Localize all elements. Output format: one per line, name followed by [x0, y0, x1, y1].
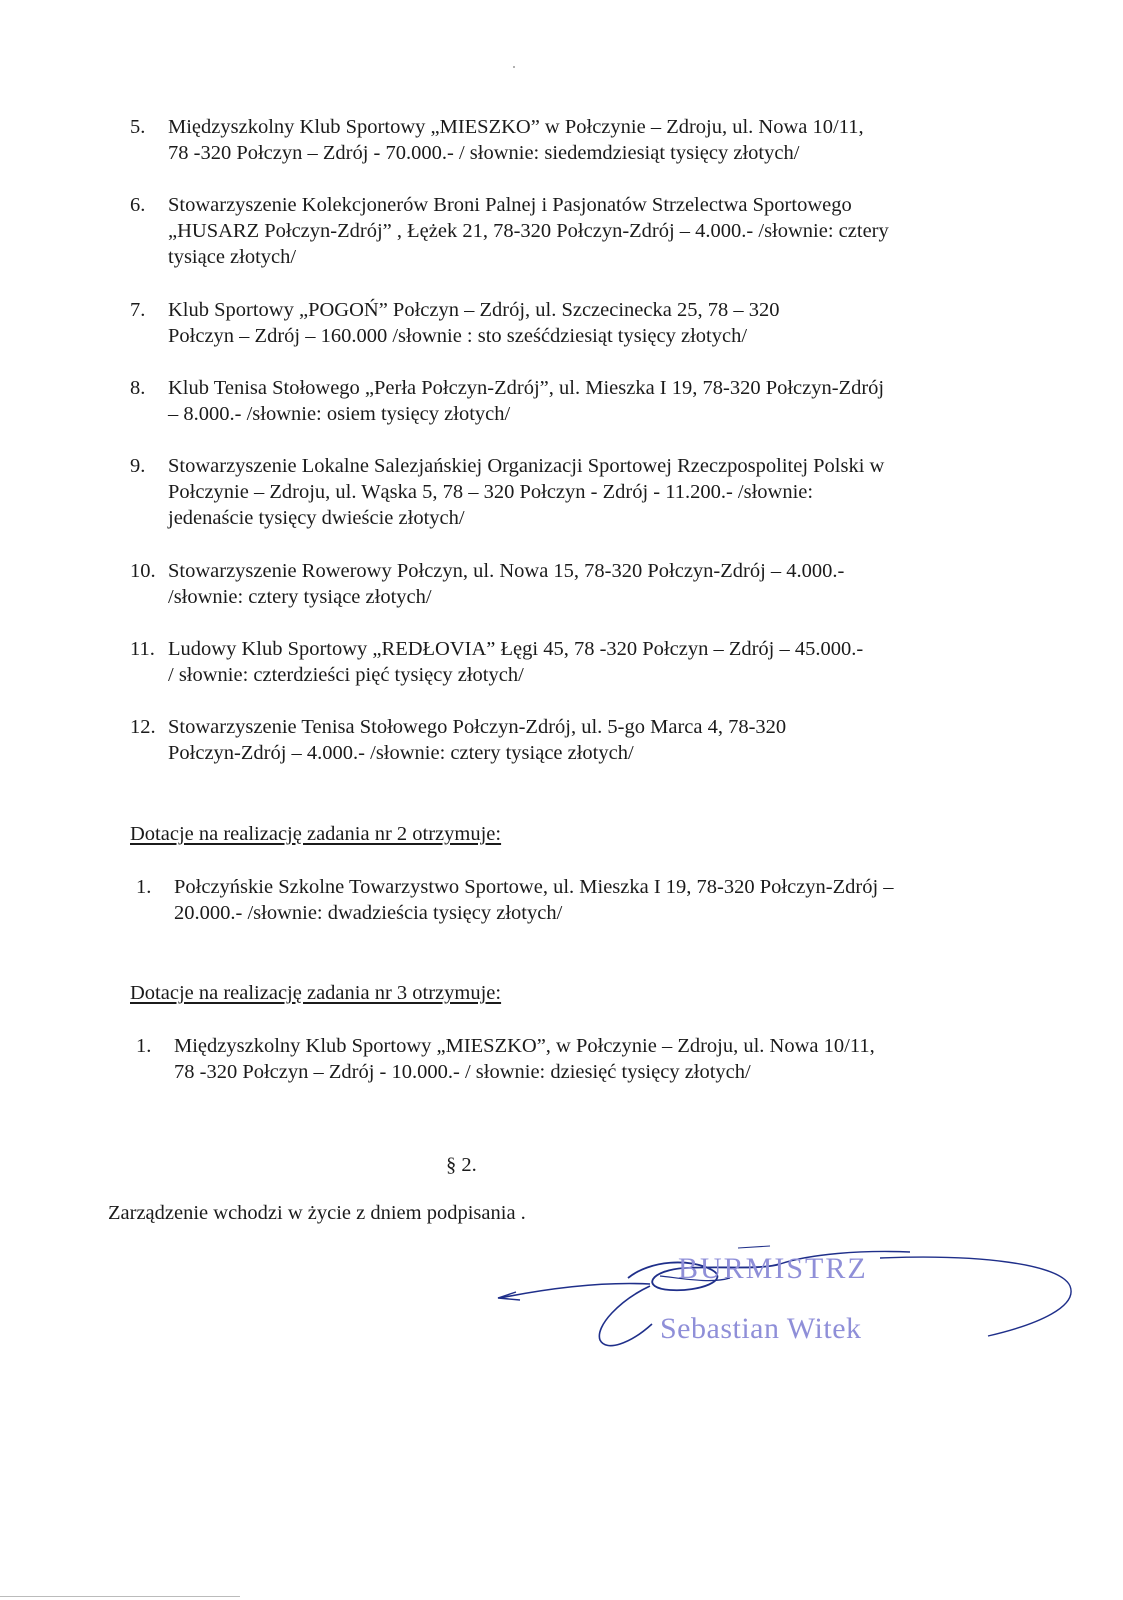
item-line: tysiące złotych/ [168, 246, 297, 268]
item-line: 78 -320 Połczyn – Zdrój - 10.000.- / słownie: dziesięć tysięcy złotych/ [174, 1061, 751, 1083]
item-line: 20.000.- /słownie: dwadzieścia tysięcy złotych/ [174, 902, 563, 924]
section-heading-task-3: Dotacje na realizację zadania nr 3 otrzymuje: [130, 982, 502, 1004]
item-number: 5. [130, 116, 146, 138]
closing-statement: Zarządzenie wchodzi w życie z dniem podpisania . [108, 1202, 526, 1224]
list-item [130, 453, 1010, 531]
item-number: 1. [136, 876, 152, 898]
item-number: 12. [130, 716, 156, 738]
section-heading-task-2: Dotacje na realizację zadania nr 2 otrzymuje: [130, 823, 502, 845]
list-item [130, 558, 1010, 610]
item-line: Klub Tenisa Stołowego „Perła Połczyn-Zdrój”, ul. Mieszka I 19, 78-320 Połczyn-Zdrój [168, 377, 885, 399]
item-line: 78 -320 Połczyn – Zdrój - 70.000.- / słownie: siedemdziesiąt tysięcy złotych/ [168, 142, 800, 164]
item-line: Stowarzyszenie Kolekcjonerów Broni Palnej i Pasjonatów Strzelectwa Sportowego [168, 194, 852, 216]
list-item [130, 714, 1010, 766]
item-number: 6. [130, 194, 146, 216]
list-item [136, 874, 1016, 926]
item-line: / słownie: czterdzieści pięć tysięcy złotych/ [168, 664, 524, 686]
item-number: 11. [130, 638, 155, 660]
scan-edge-line [0, 1596, 240, 1597]
item-number: 10. [130, 560, 156, 582]
item-line: Ludowy Klub Sportowy „REDŁOVIA” Łęgi 45, 78 -320 Połczyn – Zdrój – 45.000.- [168, 638, 864, 660]
list-item [136, 1033, 1016, 1085]
item-line: „HUSARZ Połczyn-Zdrój” , Łężek 21, 78-320 Połczyn-Zdrój – 4.000.- /słownie: cztery [168, 220, 889, 242]
item-line: jedenaście tysięcy dwieście złotych/ [168, 507, 465, 529]
item-number: 1. [136, 1035, 152, 1057]
item-line: Stowarzyszenie Tenisa Stołowego Połczyn-Zdrój, ul. 5-go Marca 4, 78-320 [168, 716, 787, 738]
scan-speck [513, 66, 515, 68]
item-line: Połczyn-Zdrój – 4.000.- /słownie: cztery tysiące złotych/ [168, 742, 634, 764]
item-number: 8. [130, 377, 146, 399]
item-line: Stowarzyszenie Lokalne Salezjańskiej Organizacji Sportowej Rzeczpospolitej Polski w [168, 455, 885, 477]
item-line: /słownie: cztery tysiące złotych/ [168, 586, 432, 608]
item-number: 7. [130, 299, 146, 321]
list-item [130, 297, 1010, 349]
list-item [130, 114, 1010, 166]
section-mark: § 2. [446, 1154, 477, 1176]
item-number: 9. [130, 455, 146, 477]
item-line: Połczynie – Zdroju, ul. Wąska 5, 78 – 320 Połczyn - Zdrój - 11.200.- /słownie: [168, 481, 814, 503]
list-item [130, 636, 1010, 688]
item-line: Połczyn – Zdrój – 160.000 /słownie : sto sześćdziesiąt tysięcy złotych/ [168, 325, 748, 347]
list-item [130, 375, 1010, 427]
item-line: Międzyszkolny Klub Sportowy „MIESZKO” w Połczynie – Zdroju, ul. Nowa 10/11, [168, 116, 864, 138]
item-line: Klub Sportowy „POGOŃ” Połczyn – Zdrój, ul. Szczecinecka 25, 78 – 320 [168, 299, 780, 321]
item-line: Międzyszkolny Klub Sportowy „MIESZKO”, w Połczynie – Zdroju, ul. Nowa 10/11, [174, 1035, 875, 1057]
item-line: – 8.000.- /słownie: osiem tysięcy złotych/ [168, 403, 511, 425]
stamp-name: Sebastian Witek [660, 1312, 862, 1345]
stamp-title: BURMISTRZ [678, 1252, 868, 1285]
item-line: Połczyńskie Szkolne Towarzystwo Sportowe, ul. Mieszka I 19, 78-320 Połczyn-Zdrój – [174, 876, 894, 898]
list-item [130, 192, 1010, 270]
item-line: Stowarzyszenie Rowerowy Połczyn, ul. Nowa 15, 78-320 Połczyn-Zdrój – 4.000.- [168, 560, 845, 582]
